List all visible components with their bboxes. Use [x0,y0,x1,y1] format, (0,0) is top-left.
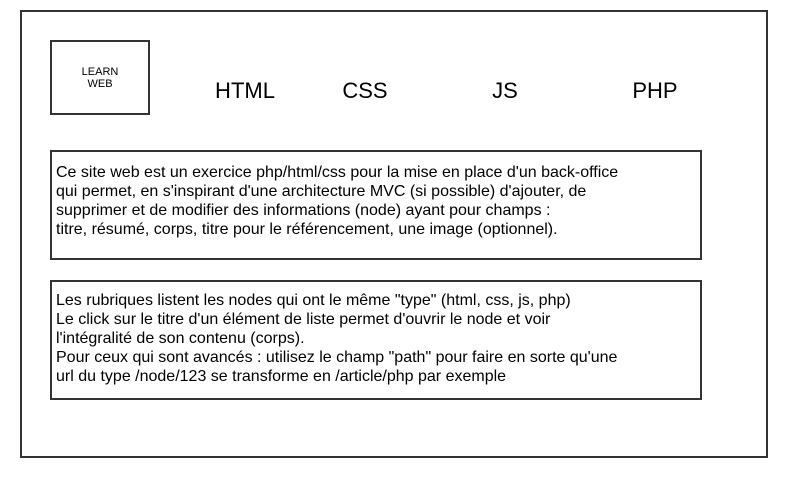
details-text-box [50,280,702,400]
details-line: url du type /node/123 se transforme en /article/php par exemple [56,368,507,385]
intro-line: titre, résumé, corps, titre pour le référencement, une image (optionnel). [56,221,558,238]
logo-line-1: LEARN [81,65,119,78]
details-line: Les rubriques listent les nodes qui ont le même "type" (html, css, js, php) [56,292,571,309]
nav-item-html[interactable]: HTML [215,78,275,103]
details-line: Pour ceux qui sont avancés : utilisez le champ "path" pour faire en sorte qu'une [56,349,618,366]
intro-line: qui permet, en s'inspirant d'une architecture MVC (si possible) d'ajouter, de [56,183,587,200]
logo-line-2: WEB [87,77,113,90]
nav-item-js[interactable]: JS [492,78,518,103]
logo[interactable] [50,40,150,115]
intro-line: Ce site web est un exercice php/html/css pour la mise en place d'un back-office [56,164,619,181]
intro-line: supprimer et de modifier des informations (node) ayant pour champs : [56,202,551,219]
intro-text-box [50,150,702,260]
nav-item-php[interactable]: PHP [632,78,678,103]
details-line: Le click sur le titre d'un élément de liste permet d'ouvrir le node et voir [56,311,551,328]
nav-item-css[interactable]: CSS [342,78,388,103]
details-line: l'intégralité de son contenu (corps). [56,330,305,347]
